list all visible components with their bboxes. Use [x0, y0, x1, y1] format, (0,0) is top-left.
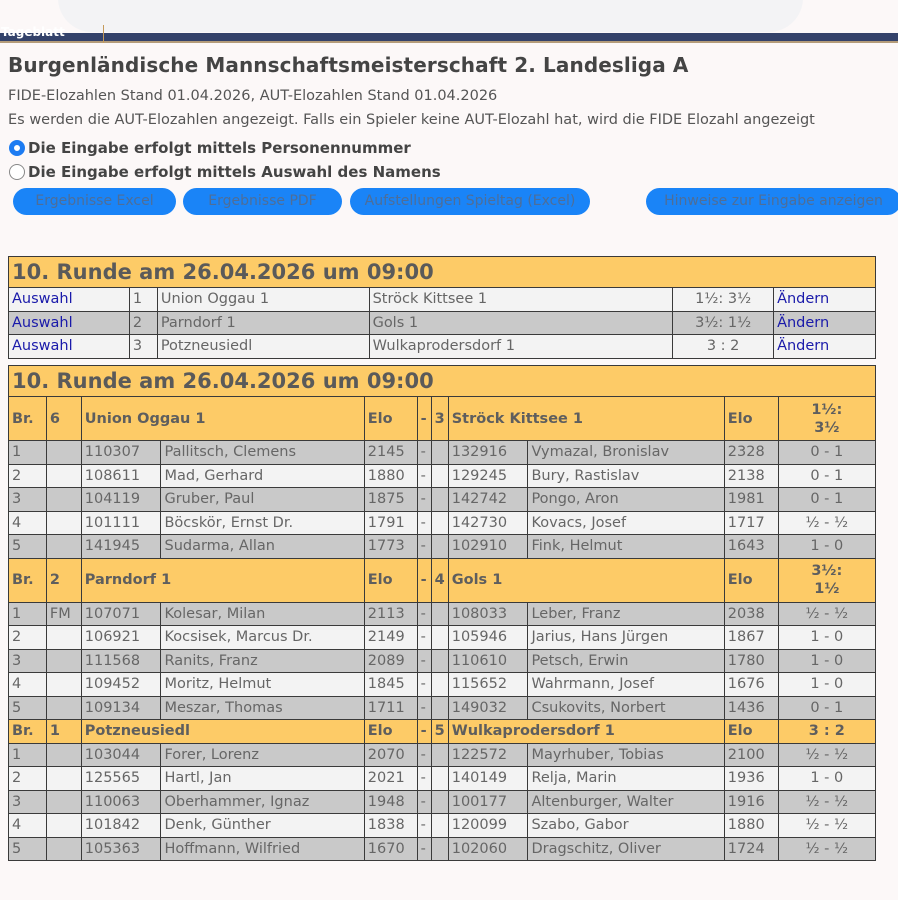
home-player-id: 110307	[81, 441, 161, 465]
away-title	[431, 511, 448, 535]
away-title	[431, 837, 448, 861]
match-number: 2	[129, 311, 157, 335]
match-score	[778, 397, 875, 441]
dash-separator: -	[417, 767, 431, 791]
home-team: Union Oggau 1	[157, 288, 369, 312]
dash-separator: -	[417, 673, 431, 697]
match-number: 1	[129, 288, 157, 312]
board-number: 3	[9, 649, 47, 673]
home-team-number: 2	[46, 558, 81, 602]
edit-link[interactable]: Ändern	[774, 311, 876, 335]
board-result: 0 - 1	[778, 696, 875, 720]
home-player-name: Mad, Gerhard	[161, 464, 364, 488]
home-player-elo: 1773	[364, 535, 417, 559]
input-hints-button[interactable]: Hinweise zur Eingabe anzeigen	[646, 188, 898, 215]
match-result: 3 : 2	[673, 335, 774, 359]
home-player-id: 106921	[81, 626, 161, 650]
radio-unchecked-icon[interactable]	[9, 164, 25, 180]
away-player-id: 140149	[448, 767, 528, 791]
home-team: Potzneusiedl	[157, 335, 369, 359]
player-title	[46, 488, 81, 512]
home-player-elo: 2089	[364, 649, 417, 673]
away-title	[431, 814, 448, 838]
away-team-number: 4	[431, 558, 448, 602]
elo-header: Elo	[724, 558, 778, 602]
away-player-name: Vymazal, Bronislav	[528, 441, 724, 465]
elo-header: Elo	[364, 558, 417, 602]
board-result: ½ - ½	[778, 790, 875, 814]
away-player-elo: 1436	[724, 696, 778, 720]
edit-link[interactable]: Ändern	[774, 288, 876, 312]
home-player-name: Hartl, Jan	[161, 767, 364, 791]
match-header-row	[9, 397, 876, 441]
dash-separator: -	[417, 535, 431, 559]
player-title	[46, 511, 81, 535]
radio-label: Die Eingabe erfolgt mittels Personennummer	[28, 139, 411, 157]
away-player-elo: 1880	[724, 814, 778, 838]
board-row	[9, 696, 876, 720]
board-number: 1	[9, 441, 47, 465]
away-player-elo: 2138	[724, 464, 778, 488]
board-header: Br.	[9, 558, 47, 602]
round-title: 10. Runde am 26.04.2026 um 09:00	[9, 257, 876, 288]
away-player-id: 120099	[448, 814, 528, 838]
home-player-elo: 2149	[364, 626, 417, 650]
home-player-name: Denk, Günther	[161, 814, 364, 838]
dash-separator: -	[417, 696, 431, 720]
away-player-elo: 2100	[724, 743, 778, 767]
board-result: ½ - ½	[778, 743, 875, 767]
results-excel-button[interactable]: Ergebnisse Excel	[13, 188, 176, 215]
match-score	[778, 558, 875, 602]
away-title	[431, 464, 448, 488]
away-player-name: Dragschitz, Oliver	[528, 837, 724, 861]
board-number: 4	[9, 814, 47, 838]
match-header-row	[9, 720, 876, 744]
player-title	[46, 837, 81, 861]
board-number: 2	[9, 626, 47, 650]
board-row	[9, 535, 876, 559]
browser-url-bar[interactable]	[58, 0, 803, 32]
away-player-elo: 1981	[724, 488, 778, 512]
away-team-name: Ströck Kittsee 1	[448, 397, 724, 441]
dash-separator: -	[417, 511, 431, 535]
away-player-name: Petsch, Erwin	[528, 649, 724, 673]
board-row	[9, 790, 876, 814]
results-pdf-button[interactable]: Ergebnisse PDF	[183, 188, 342, 215]
home-player-name: Kocsisek, Marcus Dr.	[161, 626, 364, 650]
match-number: 3	[129, 335, 157, 359]
home-player-id: 101842	[81, 814, 161, 838]
radio-label: Die Eingabe erfolgt mittels Auswahl des Namens	[28, 163, 441, 181]
player-title	[46, 535, 81, 559]
board-pairings-table	[8, 365, 876, 861]
home-player-id: 109134	[81, 696, 161, 720]
match-header-row	[9, 558, 876, 602]
board-number: 3	[9, 790, 47, 814]
elo-note: Es werden die AUT-Elozahlen angezeigt. Falls ein Spieler keine AUT-Elozahl hat, wird die FIDE Elozahl angezeigt	[8, 112, 815, 128]
away-player-elo: 2038	[724, 602, 778, 626]
away-player-elo: 1717	[724, 511, 778, 535]
player-title	[46, 696, 81, 720]
board-result: 0 - 1	[778, 488, 875, 512]
dash-separator: -	[417, 441, 431, 465]
home-player-name: Ranits, Franz	[161, 649, 364, 673]
away-title	[431, 790, 448, 814]
home-player-name: Hoffmann, Wilfried	[161, 837, 364, 861]
board-row	[9, 626, 876, 650]
board-result: 1 - 0	[778, 626, 875, 650]
home-player-elo: 1711	[364, 696, 417, 720]
player-title	[46, 464, 81, 488]
away-player-name: Kovacs, Josef	[528, 511, 724, 535]
away-player-name: Wahrmann, Josef	[528, 673, 724, 697]
away-team-number: 3	[431, 397, 448, 441]
radio-checked-icon[interactable]	[9, 140, 25, 156]
board-row	[9, 814, 876, 838]
board-row	[9, 464, 876, 488]
board-number: 2	[9, 464, 47, 488]
dash-separator: -	[417, 488, 431, 512]
board-number: 1	[9, 743, 47, 767]
home-player-id: 110063	[81, 790, 161, 814]
away-title	[431, 696, 448, 720]
board-number: 5	[9, 837, 47, 861]
home-player-elo: 1880	[364, 464, 417, 488]
edit-link[interactable]: Ändern	[774, 335, 876, 359]
away-player-id: 142730	[448, 511, 528, 535]
navbar-tab-active[interactable]: Tageblatt	[0, 25, 104, 43]
board-result: ½ - ½	[778, 511, 875, 535]
home-player-name: Gruber, Paul	[161, 488, 364, 512]
board-row	[9, 602, 876, 626]
match-score	[778, 720, 875, 744]
home-player-elo: 1845	[364, 673, 417, 697]
board-number: 5	[9, 696, 47, 720]
home-player-name: Pallitsch, Clemens	[161, 441, 364, 465]
match-result: 3½: 1½	[673, 311, 774, 335]
away-player-elo: 2328	[724, 441, 778, 465]
dash-separator: -	[417, 464, 431, 488]
board-number: 3	[9, 488, 47, 512]
elo-header: Elo	[724, 720, 778, 744]
select-link[interactable]: Auswahl	[9, 335, 130, 359]
away-player-name: Pongo, Aron	[528, 488, 724, 512]
dash-separator: -	[417, 814, 431, 838]
player-title	[46, 814, 81, 838]
away-title	[431, 535, 448, 559]
home-player-id: 103044	[81, 743, 161, 767]
score-bottom: 3½	[814, 419, 840, 436]
home-player-name: Oberhammer, Ignaz	[161, 790, 364, 814]
board-header: Br.	[9, 397, 47, 441]
away-title	[431, 602, 448, 626]
away-player-name: Szabo, Gabor	[528, 814, 724, 838]
away-player-id: 100177	[448, 790, 528, 814]
home-team-name: Union Oggau 1	[81, 397, 364, 441]
score-top: 1½:	[811, 401, 843, 418]
away-player-elo: 1867	[724, 626, 778, 650]
away-team-name: Wulkaprodersdorf 1	[448, 720, 724, 744]
board-result: ½ - ½	[778, 602, 875, 626]
lineups-excel-button[interactable]: Aufstellungen Spieltag (Excel)	[350, 188, 590, 215]
player-title	[46, 649, 81, 673]
board-result: 1 - 0	[778, 673, 875, 697]
player-title: FM	[46, 602, 81, 626]
home-player-elo: 1670	[364, 837, 417, 861]
board-header: Br.	[9, 720, 47, 744]
home-player-name: Sudarma, Allan	[161, 535, 364, 559]
match-result: 1½: 3½	[673, 288, 774, 312]
match-row	[9, 311, 876, 335]
page-title: Burgenländische Mannschaftsmeisterschaft 2. Landesliga A	[8, 53, 689, 77]
home-player-elo: 2021	[364, 767, 417, 791]
board-row	[9, 511, 876, 535]
home-player-id: 104119	[81, 488, 161, 512]
away-player-id: 142742	[448, 488, 528, 512]
home-player-name: Moritz, Helmut	[161, 673, 364, 697]
score-bottom: 1½	[814, 581, 840, 597]
home-team-number: 6	[46, 397, 81, 441]
dash-separator: -	[417, 837, 431, 861]
player-title	[46, 767, 81, 791]
board-result: 0 - 1	[778, 464, 875, 488]
away-player-elo: 1936	[724, 767, 778, 791]
elo-header: Elo	[724, 397, 778, 441]
home-player-name: Kolesar, Milan	[161, 602, 364, 626]
home-player-id: 105363	[81, 837, 161, 861]
home-team: Parndorf 1	[157, 311, 369, 335]
away-player-elo: 1780	[724, 649, 778, 673]
home-player-elo: 1838	[364, 814, 417, 838]
action-buttons	[8, 188, 898, 218]
dash-separator: -	[417, 790, 431, 814]
away-title	[431, 767, 448, 791]
away-player-id: 102060	[448, 837, 528, 861]
home-team-name: Parndorf 1	[81, 558, 364, 602]
away-team: Gols 1	[369, 311, 673, 335]
away-player-id: 110610	[448, 649, 528, 673]
player-title	[46, 790, 81, 814]
main-content	[8, 53, 898, 218]
player-title	[46, 673, 81, 697]
board-number: 4	[9, 673, 47, 697]
away-player-name: Csukovits, Norbert	[528, 696, 724, 720]
board-row	[9, 837, 876, 861]
away-player-name: Jarius, Hans Jürgen	[528, 626, 724, 650]
away-title	[431, 673, 448, 697]
board-number: 5	[9, 535, 47, 559]
home-player-name: Forer, Lorenz	[161, 743, 364, 767]
away-player-id: 105946	[448, 626, 528, 650]
dash-separator: -	[417, 626, 431, 650]
away-team-number: 5	[431, 720, 448, 744]
dash-separator: -	[417, 720, 431, 744]
match-row	[9, 288, 876, 312]
home-player-elo: 2070	[364, 743, 417, 767]
board-row	[9, 767, 876, 791]
player-title	[46, 743, 81, 767]
board-result: 0 - 1	[778, 441, 875, 465]
home-player-id: 107071	[81, 602, 161, 626]
home-player-id: 101111	[81, 511, 161, 535]
home-player-id: 141945	[81, 535, 161, 559]
dash-separator: -	[417, 743, 431, 767]
away-player-id: 102910	[448, 535, 528, 559]
board-result: ½ - ½	[778, 837, 875, 861]
select-link[interactable]: Auswahl	[9, 288, 130, 312]
home-player-elo: 1791	[364, 511, 417, 535]
radio-name-selection[interactable]	[8, 160, 898, 184]
board-row	[9, 649, 876, 673]
round-overview-table	[8, 256, 876, 359]
board-row	[9, 488, 876, 512]
home-player-id: 111568	[81, 649, 161, 673]
home-team-number: 1	[46, 720, 81, 744]
away-player-id: 108033	[448, 602, 528, 626]
home-player-elo: 1875	[364, 488, 417, 512]
away-player-name: Leber, Franz	[528, 602, 724, 626]
dash-separator: -	[417, 649, 431, 673]
elo-header: Elo	[364, 397, 417, 441]
home-team-name: Potzneusiedl	[81, 720, 364, 744]
away-player-elo: 1676	[724, 673, 778, 697]
radio-personennummer[interactable]	[8, 136, 898, 160]
board-result: 1 - 0	[778, 535, 875, 559]
away-team-name: Gols 1	[448, 558, 724, 602]
dash-separator: -	[417, 602, 431, 626]
away-title	[431, 743, 448, 767]
away-team: Ströck Kittsee 1	[369, 288, 673, 312]
home-player-id: 109452	[81, 673, 161, 697]
board-number: 1	[9, 602, 47, 626]
home-player-elo: 2145	[364, 441, 417, 465]
away-player-name: Mayrhuber, Tobias	[528, 743, 724, 767]
board-result: ½ - ½	[778, 814, 875, 838]
home-player-elo: 1948	[364, 790, 417, 814]
away-player-elo: 1643	[724, 535, 778, 559]
player-title	[46, 626, 81, 650]
away-player-id: 149032	[448, 696, 528, 720]
elo-header: Elo	[364, 720, 417, 744]
navbar	[0, 25, 898, 43]
select-link[interactable]: Auswahl	[9, 311, 130, 335]
elo-date-info: FIDE-Elozahlen Stand 01.04.2026, AUT-Elozahlen Stand 01.04.2026	[8, 88, 498, 104]
away-player-elo: 1724	[724, 837, 778, 861]
board-result: 1 - 0	[778, 767, 875, 791]
score-top: 3½:	[811, 563, 843, 579]
away-player-id: 132916	[448, 441, 528, 465]
home-player-name: Böcskör, Ernst Dr.	[161, 511, 364, 535]
board-row	[9, 673, 876, 697]
score-top: 3 : 2	[808, 723, 845, 740]
board-result: 1 - 0	[778, 649, 875, 673]
away-title	[431, 441, 448, 465]
home-player-id: 125565	[81, 767, 161, 791]
board-row	[9, 441, 876, 465]
dash-separator: -	[417, 558, 431, 602]
away-player-name: Altenburger, Walter	[528, 790, 724, 814]
away-title	[431, 649, 448, 673]
dash-separator: -	[417, 397, 431, 441]
away-player-name: Relja, Marin	[528, 767, 724, 791]
away-title	[431, 488, 448, 512]
home-player-elo: 2113	[364, 602, 417, 626]
board-number: 2	[9, 767, 47, 791]
player-title	[46, 441, 81, 465]
home-player-id: 108611	[81, 464, 161, 488]
away-title	[431, 626, 448, 650]
board-row	[9, 743, 876, 767]
home-player-name: Meszar, Thomas	[161, 696, 364, 720]
away-player-elo: 1916	[724, 790, 778, 814]
match-row	[9, 335, 876, 359]
away-team: Wulkaprodersdorf 1	[369, 335, 673, 359]
away-player-id: 115652	[448, 673, 528, 697]
away-player-id: 129245	[448, 464, 528, 488]
round-title: 10. Runde am 26.04.2026 um 09:00	[9, 366, 876, 397]
away-player-id: 122572	[448, 743, 528, 767]
away-player-name: Fink, Helmut	[528, 535, 724, 559]
away-player-name: Bury, Rastislav	[528, 464, 724, 488]
board-number: 4	[9, 511, 47, 535]
